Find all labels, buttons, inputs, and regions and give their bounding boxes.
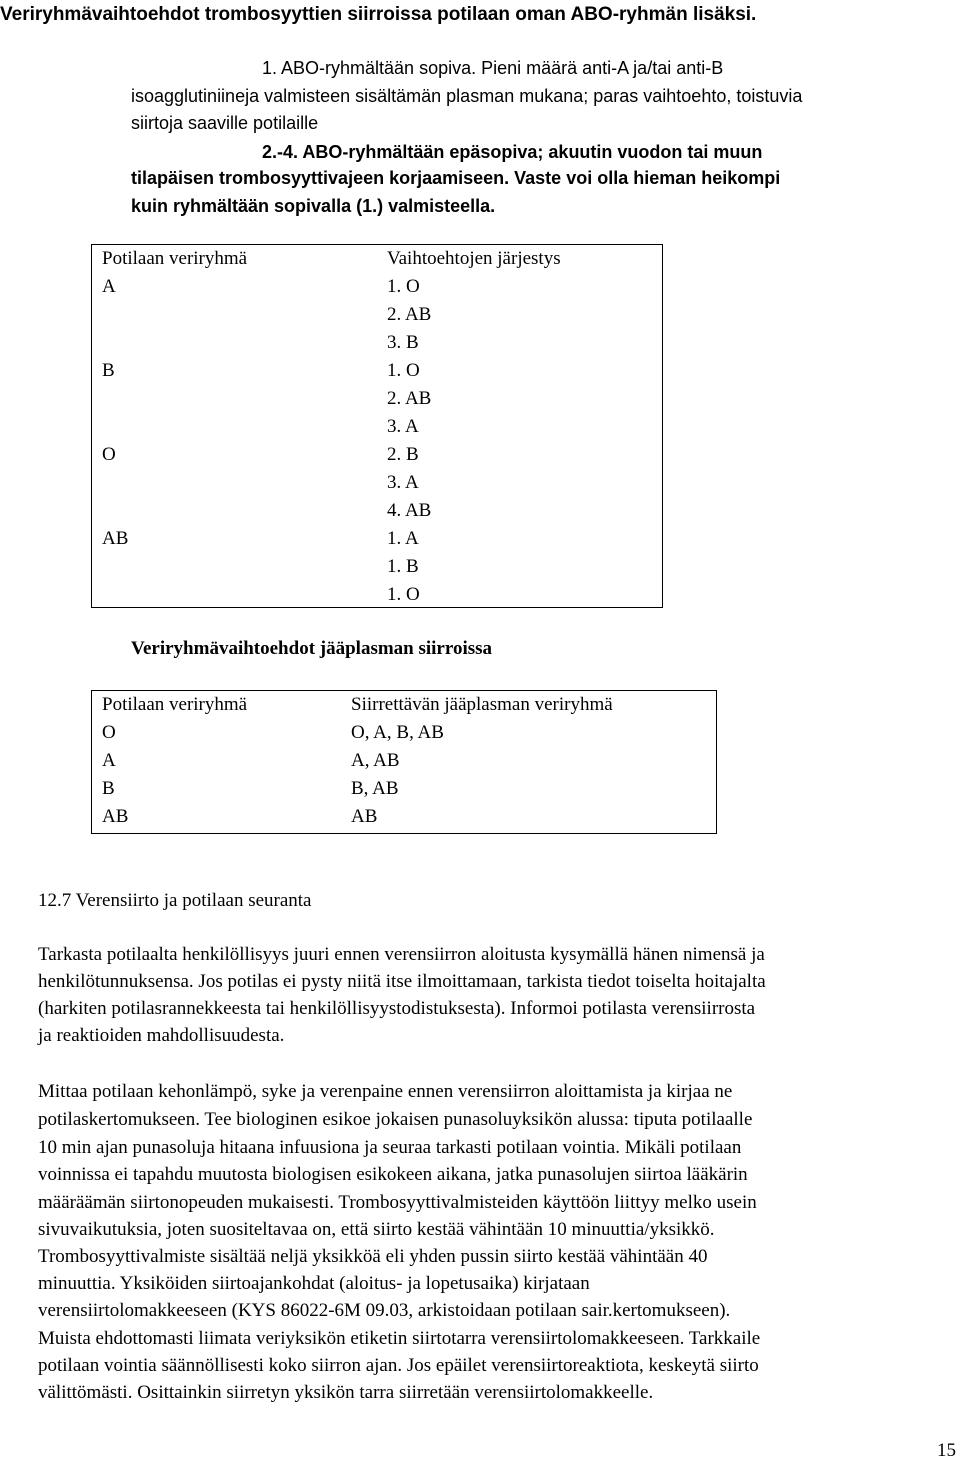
platelet-option: 2. B [387, 444, 419, 465]
paragraph2-line: määräämän siirtonopeuden mukaisesti. Trombosyyttivalmisteiden käyttöön liittyy melko usein [38, 1192, 757, 1213]
plasma-table-group: O [102, 722, 116, 743]
paragraph1-line: ja reaktioiden mahdollisuudesta. [38, 1025, 285, 1046]
plasma-table-group: AB [102, 806, 129, 827]
paragraph2-line: välittömästi. Osittainkin siirretyn yksikön tarra siirretään verensiirtolomakkeelle. [38, 1382, 654, 1403]
platelet-option: 1. A [387, 528, 419, 549]
platelet-table-group-a: A [102, 276, 116, 297]
paragraph2-line: Mittaa potilaan kehonlämpö, syke ja verenpaine ennen verensiirron aloittamista ja kirjaa ne [38, 1081, 733, 1102]
item1-line2: isoagglutiniineja valmisteen sisältämän plasman mukana; paras vaihtoehto, toistuvia [131, 86, 803, 106]
paragraph2-line: potilaan vointia säännöllisesti koko siirron ajan. Jos epäilet verensiirtoreaktiota, keskeytä siirto [38, 1355, 759, 1376]
plasma-heading: Veriryhmävaihtoehdot jääplasman siirroissa [131, 638, 493, 659]
item1-line1: 1. ABO-ryhmältään sopiva. Pieni määrä anti-A ja/tai anti-B [262, 58, 724, 78]
paragraph2-line: minuuttia. Yksiköiden siirtoajankohdat (aloitus- ja lopetusaika) kirjataan [38, 1273, 590, 1294]
platelet-table-group-b: B [102, 360, 115, 381]
paragraph2-line: Muista ehdottomasti liimata veriyksikön etiketin siirtotarra verensiirtolomakkeeseen. Tarkkaile [38, 1328, 761, 1349]
plasma-table [91, 690, 717, 834]
paragraph1-line: henkilötunnuksensa. Jos potilas ei pysty niitä itse ilmoittamaan, tarkista tiedot toiselta hoitajalta [38, 971, 766, 992]
platelet-option: 4. AB [387, 500, 432, 521]
platelet-option: 2. AB [387, 304, 432, 325]
platelet-option: 3. A [387, 416, 419, 437]
plasma-table-group: B [102, 778, 115, 799]
page-number: 15 [937, 1440, 956, 1461]
platelet-option: 1. B [387, 556, 419, 577]
platelet-option: 1. O [387, 584, 420, 605]
platelet-option: 1. O [387, 276, 420, 297]
plasma-table-header-plasma: Siirrettävän jääplasman veriryhmä [351, 694, 613, 715]
paragraph1-line: Tarkasta potilaalta henkilöllisyys juuri ennen verensiirron aloitusta kysymällä hänen nimensä ja [38, 944, 765, 965]
plasma-table-plasma: O, A, B, AB [351, 722, 444, 743]
paragraph2-line: potilaskertomukseen. Tee biologinen esikoe jokaisen punasoluyksikön alussa: tiputa potilaalle [38, 1109, 753, 1130]
item2-line2: tilapäisen trombosyyttivajeen korjaamiseen. Vaste voi olla hieman heikompi [131, 168, 781, 188]
section-title: 12.7 Verensiirto ja potilaan seuranta [38, 890, 312, 911]
platelet-option: 1. O [387, 360, 420, 381]
plasma-table-plasma: B, AB [351, 778, 399, 799]
platelet-option: 2. AB [387, 388, 432, 409]
plasma-table-group: A [102, 750, 116, 771]
plasma-table-header-group: Potilaan veriryhmä [102, 694, 248, 715]
plasma-table-plasma: AB [351, 806, 378, 827]
plasma-table-plasma: A, AB [351, 750, 400, 771]
item1-line3: siirtoja saaville potilaille [131, 113, 319, 133]
platelet-table-header-group: Potilaan veriryhmä [102, 248, 248, 269]
platelet-table-group-ab: AB [102, 528, 129, 549]
paragraph2-line: Trombosyyttivalmiste sisältää neljä yksikköä eli yhden pussin siirto kestää vähintään 40 [38, 1246, 708, 1267]
paragraph1-line: (harkiten potilasrannekkeesta tai henkilöllisyystodistuksesta). Informoi potilasta verensiirrosta [38, 998, 756, 1019]
item2-line1: 2.-4. ABO-ryhmältään epäsopiva; akuutin vuodon tai muun [262, 142, 763, 162]
platelet-option: 3. B [387, 332, 419, 353]
paragraph2-line: verensiirtolomakkeeseen (KYS 86022-6M 09.03, arkistoidaan potilaan sair.kertomukseen). [38, 1300, 731, 1321]
platelet-option: 3. A [387, 472, 419, 493]
page-heading: Veriryhmävaihtoehdot trombosyyttien siirroissa potilaan oman ABO-ryhmän lisäksi. [0, 4, 757, 25]
item2-line3: kuin ryhmältään sopivalla (1.) valmisteella. [131, 196, 496, 216]
paragraph2-line: voinnissa ei tapahdu muutosta biologisen esikokeen aikana, jatka punasolujen siirtoa lääkärin [38, 1164, 748, 1185]
paragraph2-line: sivuvaikutuksia, joten suositeltavaa on, että siirto kestää vähintään 10 minuuttia/yksikkö. [38, 1219, 715, 1240]
platelet-table-header-options: Vaihtoehtojen järjestys [387, 248, 561, 269]
platelet-table [91, 244, 663, 608]
platelet-table-group-o: O [102, 444, 116, 465]
paragraph2-line: 10 min ajan punasoluja hitaana infuusiona ja seuraa tarkasti potilaan vointia. Mikäli potilaan [38, 1137, 742, 1158]
